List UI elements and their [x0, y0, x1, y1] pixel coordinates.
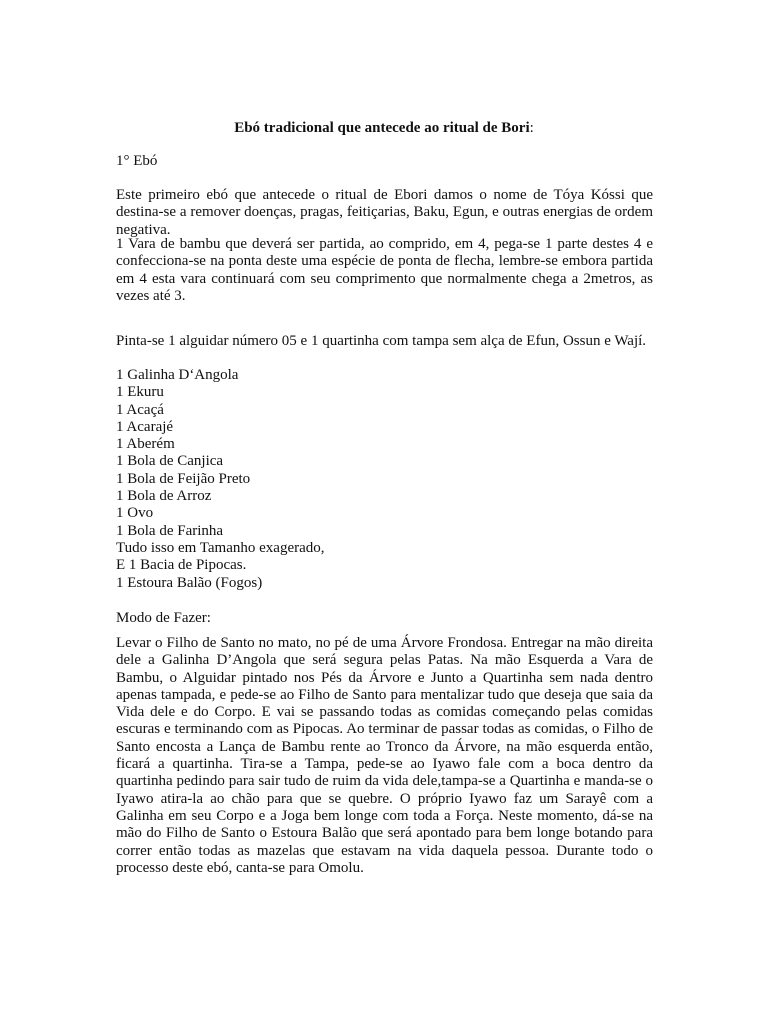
- list-item: 1 Ekuru: [116, 384, 164, 401]
- list-item: 1 Aberém: [116, 436, 175, 453]
- vara-paragraph: 1 Vara de bambu que deverá ser partida, ao comprido, em 4, pega-se 1 parte destes 4 e confecciona-se na ponta deste uma espécie de ponta de flecha, lembre-se embora partida em 4 esta vara continuará com seu comprimento que normalmente chega a 2metros, as vezes até 3.: [116, 236, 653, 304]
- list-item: 1 Bola de Canjica: [116, 453, 224, 470]
- intro-paragraph: Este primeiro ebó que antecede o ritual de Ebori damos o nome de Tóya Kóssi que destina-se a remover doenças, pragas, feitiçarias, Baku, Egun, e outras energias de ordem negativa.: [116, 187, 653, 238]
- list-item: 1 Bola de Farinha: [116, 522, 224, 539]
- first-ebo-heading: 1° Ebó: [116, 153, 158, 169]
- list-item: 1 Estoura Balão (Fogos): [116, 574, 263, 591]
- ingredients-list: [116, 367, 325, 592]
- list-item: 1 Ovo: [116, 505, 154, 522]
- list-item: 1 Acarajé: [116, 418, 174, 435]
- modo-de-fazer-heading: Modo de Fazer:: [116, 610, 211, 626]
- document-title: [0, 119, 768, 137]
- modo-de-fazer-paragraph: Levar o Filho de Santo no mato, no pé de uma Árvore Frondosa. Entregar na mão direita dele a Galinha D’Angola que será segura pelas Patas. Na mão Esquerda a Vara de Bambu, o Alguidar pintado nos Pés da Árvore e Junto a Quartinha sem nada dentro apenas tampada, e pede-se ao Filho de Santo para mentalizar tudo que deseja que saia da Vida dele e do Corpo. E vai se passando todas as comidas começando pelas comidas escuras e terminando com as Pipocas. Ao terminar de passar todas as comidas, o Filho de Santo encosta a Lança de Bambu rente ao Tronco da Árvore, na mão esquerda então, ficará a quartinha. Tira-se a Tampa, pede-se ao Iyawo fale com a boca dentro da quartinha pedindo para sair tudo de ruim da vida dele,tampa-se a Quartinha e manda-se o Iyawo atira-la ao chão para que se quebre. O próprio Iyawo faz um Sarayê com a Galinha em seu Corpo e a Joga bem longe com toda a Força. Neste momento, dá-se na mão do Filho de Santo o Estoura Balão que será apontado para bem longe botando para correr então todas as mazelas que estavam na vida daquela pessoa. Durante todo o processo deste ebó, canta-se para Omolu.: [116, 635, 653, 876]
- document-title-text: Ebó tradicional que antecede ao ritual de Bori: [234, 120, 530, 136]
- list-item: Tudo isso em Tamanho exagerado,: [116, 539, 325, 556]
- list-item: E 1 Bacia de Pipocas.: [116, 557, 247, 574]
- pinta-paragraph: Pinta-se 1 alguidar número 05 e 1 quartinha com tampa sem alça de Efun, Ossun e Wají.: [116, 333, 647, 349]
- list-item: 1 Galinha D‘Angola: [116, 367, 239, 383]
- list-item: 1 Bola de Arroz: [116, 488, 212, 505]
- list-item: 1 Bola de Feijão Preto: [116, 470, 251, 487]
- list-item: 1 Acaçá: [116, 401, 164, 418]
- document-title-suffix: :: [529, 120, 534, 136]
